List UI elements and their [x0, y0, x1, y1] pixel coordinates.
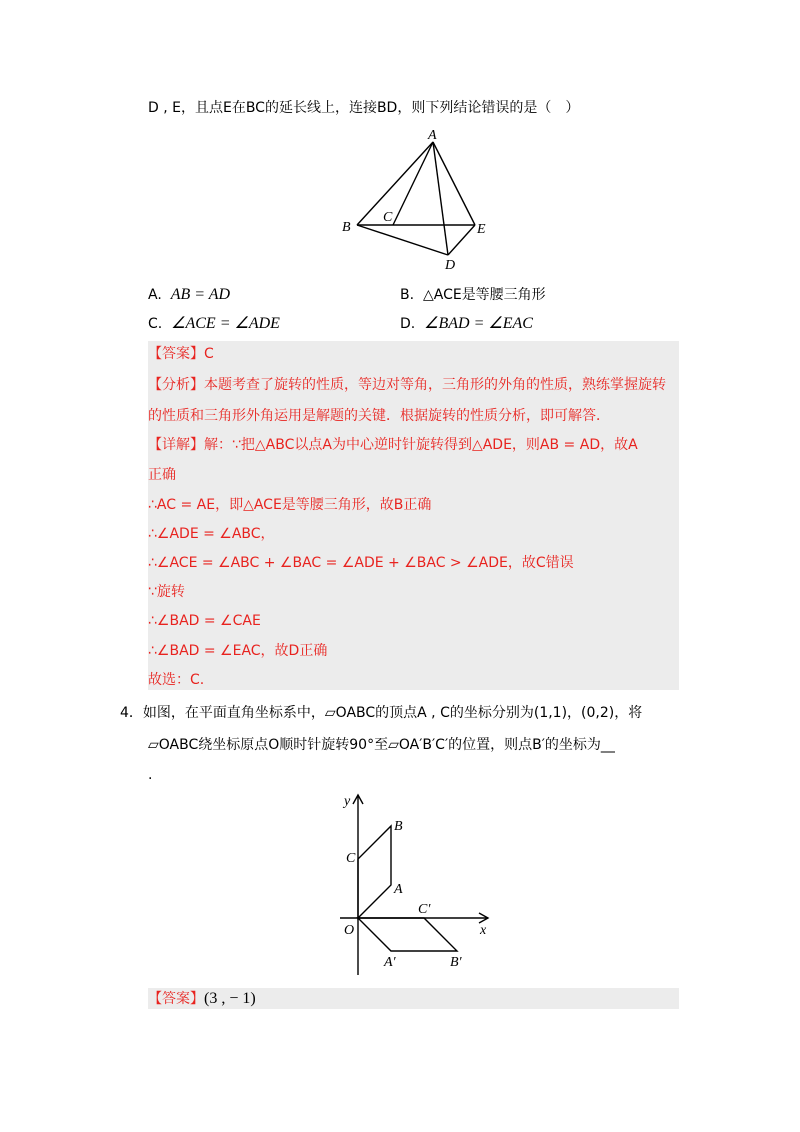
detail-line: ∴AC = AE，即△ACE是等腰三角形，故B正确: [148, 497, 432, 513]
question-text-line: D , E，且点E在BC的延长线上，连接BD，则下列结论错误的是（ ）: [148, 100, 580, 116]
point-label-a: A: [394, 882, 403, 897]
option-a: A. AB = AD: [148, 286, 231, 303]
triangle-rotation-figure: [335, 125, 495, 275]
detail-line: 【详解】解：∵把△ABC以点A为中心逆时针旋转得到△ADE，则AB = AD，故A: [148, 437, 638, 453]
vertex-label-d: D: [445, 258, 456, 273]
option-d: D. ∠BAD = ∠EAC: [400, 315, 533, 332]
x-axis-label: x: [480, 923, 487, 938]
vertex-label-e: E: [477, 222, 486, 237]
choose-line: 故选：C.: [148, 672, 205, 688]
question-text-line: ▱OABC绕坐标原点O顺时针旋转90°至▱OA′B′C′的位置，则点B′的坐标为__: [148, 737, 615, 753]
point-label-b: B: [394, 819, 403, 834]
detail-line: ∴∠ADE = ∠ABC，: [148, 526, 275, 542]
vertex-label-a: A: [428, 128, 437, 143]
vertex-label-b: B: [342, 220, 351, 235]
answer-line: 【答案】C: [148, 346, 214, 362]
point-label-b-prime: B′: [450, 955, 462, 970]
vertex-label-c: C: [383, 210, 393, 225]
question-text-line: 4．如图，在平面直角坐标系中，▱OABC的顶点A , C的坐标分别为(1,1)，(0,2)，将: [120, 705, 643, 721]
detail-line: ∵旋转: [148, 584, 185, 600]
point-label-a-prime: A′: [384, 955, 396, 970]
option-b: B. △ACE是等腰三角形: [400, 287, 546, 303]
point-label-c-prime: C′: [418, 902, 431, 917]
answer-line: 【答案】(3 , − 1): [148, 990, 256, 1007]
origin-label: O: [344, 923, 355, 938]
analysis-line: 的性质和三角形外角运用是解题的关键．根据旋转的性质分析，即可解答．: [148, 408, 610, 424]
detail-line: 正确: [148, 467, 176, 483]
detail-line: ∴∠ACE = ∠ABC + ∠BAC = ∠ADE + ∠BAC > ∠ADE，故C错误: [148, 555, 574, 571]
detail-line: ∴∠BAD = ∠EAC，故D正确: [148, 643, 328, 659]
analysis-line: 【分析】本题考查了旋转的性质，等边对等角，三角形的外角的性质，熟练掌握旋转: [148, 377, 666, 393]
detail-line: ∴∠BAD = ∠CAE: [148, 613, 261, 629]
coordinate-figure: [330, 785, 500, 985]
question-text-line: .: [148, 767, 153, 783]
point-label-c: C: [346, 851, 356, 866]
y-axis-label: y: [344, 794, 351, 809]
option-c: C. ∠ACE = ∠ADE: [148, 315, 280, 332]
